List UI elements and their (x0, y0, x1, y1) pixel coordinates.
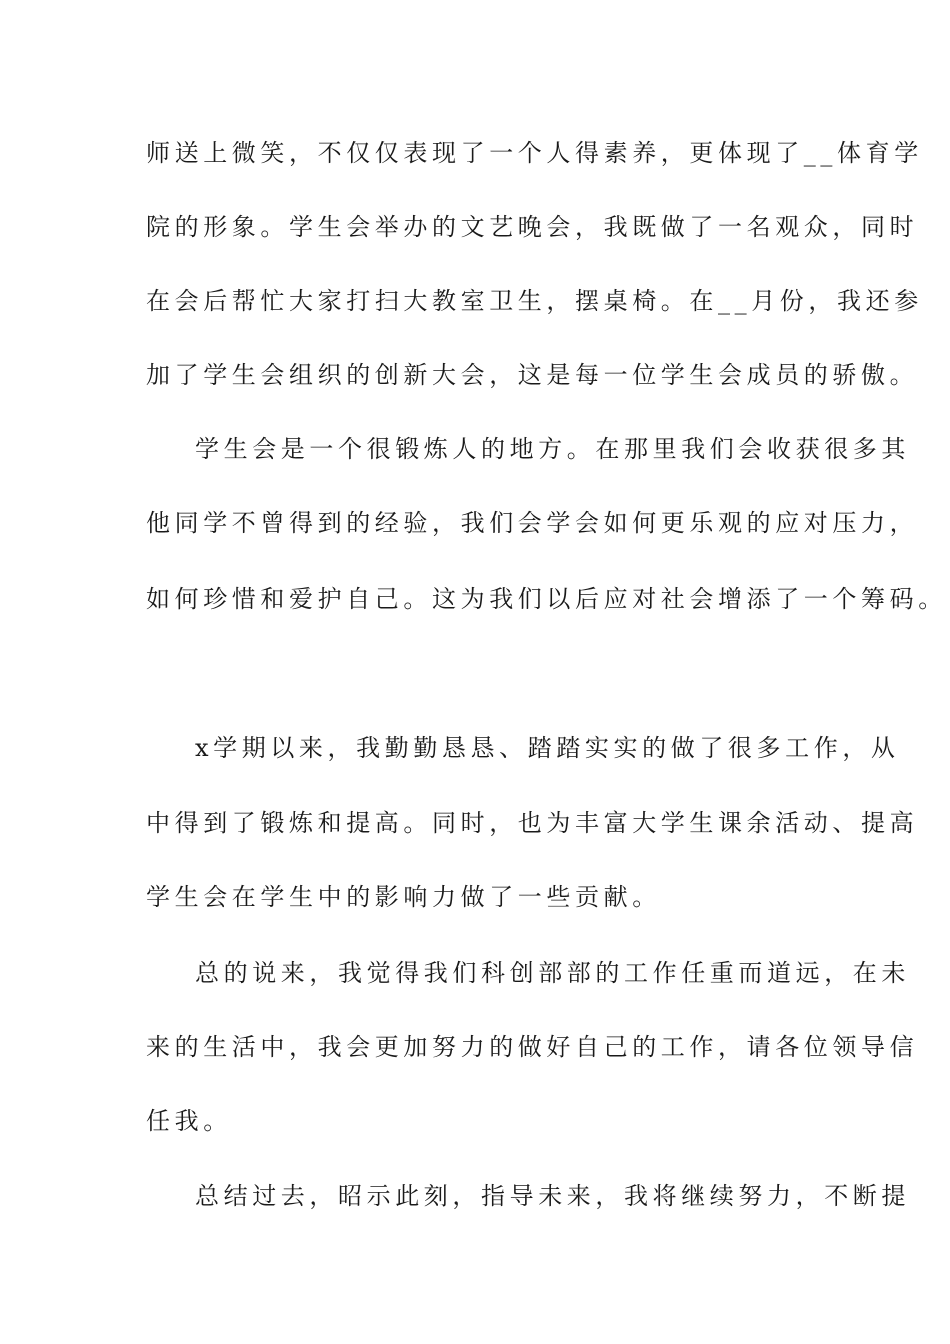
text-line: 任我。 (146, 1107, 232, 1135)
paragraph-first-line: 总的说来，我觉得我们科创部部的工作任重而道远，在未 (195, 959, 910, 987)
paragraph-first-line: 总结过去，昭示此刻，指导未来，我将继续努力，不断提 (195, 1182, 910, 1210)
text-line: 学生会在学生中的影响力做了一些贡献。 (146, 883, 661, 911)
text-line: 来的生活中，我会更加努力的做好自己的工作，请各位领导信 (146, 1033, 919, 1061)
text-line: 如何珍惜和爱护自己。这为我们以后应对社会增添了一个筹码。 (146, 585, 947, 613)
text-line: 他同学不曾得到的经验，我们会学会如何更乐观的应对压力， (146, 509, 919, 537)
text-line: 院的形象。学生会举办的文艺晚会，我既做了一名观众，同时 (146, 213, 919, 241)
paragraph-first-line: x学期以来，我勤勤恳恳、踏踏实实的做了很多工作，从 (195, 734, 900, 762)
paragraph-first-line: 学生会是一个很锻炼人的地方。在那里我们会收获很多其 (195, 435, 910, 463)
text-line: 中得到了锻炼和提高。同时，也为丰富大学生课余活动、提高 (146, 809, 919, 837)
text-line: 师送上微笑，不仅仅表现了一个人得素养，更体现了__体育学 (146, 139, 923, 167)
text-line: 加了学生会组织的创新大会，这是每一位学生会成员的骄傲。 (146, 361, 919, 389)
text-line: 在会后帮忙大家打扫大教室卫生，摆桌椅。在__月份，我还参 (146, 287, 923, 315)
